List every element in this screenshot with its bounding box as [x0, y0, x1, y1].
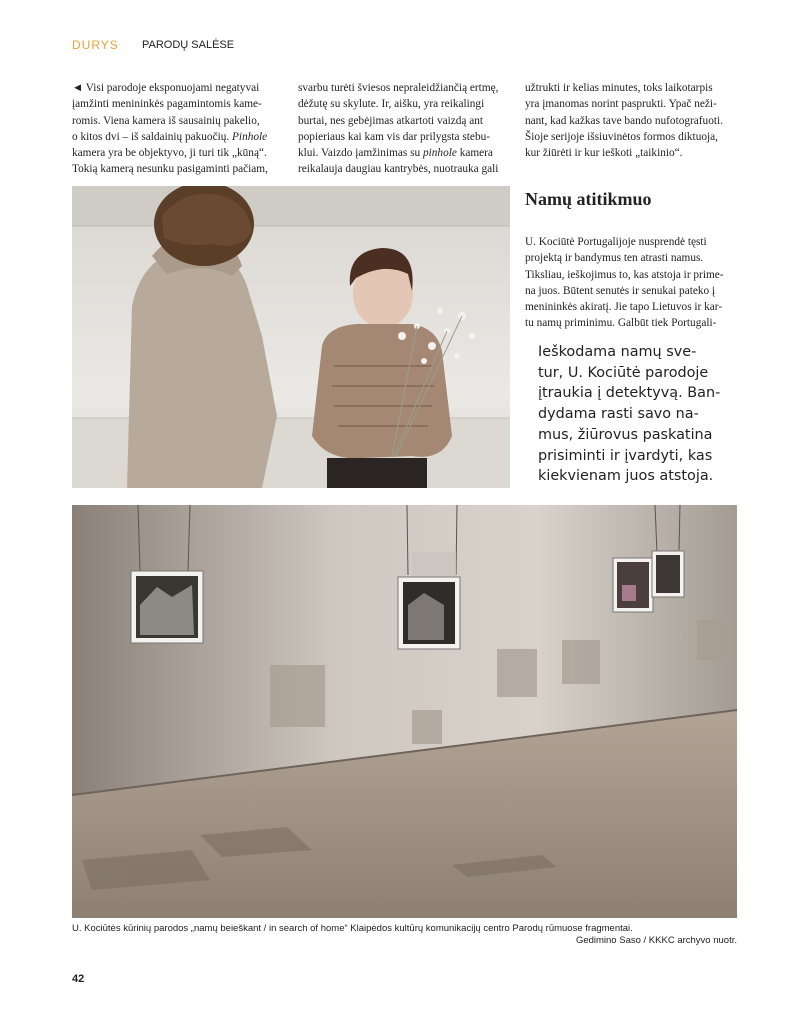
caption-text: U. Kociūtės kūrinių parodos „namų beieškant / in search of home“ Klaipėdos kultūrų komunikacijų centro Parodų rūmuose fragmentai. [72, 923, 633, 934]
text-fragment: o kitos dvi – iš saldainių pakuočių. [72, 130, 233, 143]
exhibition-hall-photo [72, 505, 737, 918]
subheading: Namų atitikmuo [525, 189, 652, 209]
pinhole-term: pinhole [422, 147, 457, 160]
text-line: kamera yra be objektyvo, ji turi tik „kūną“. [72, 147, 267, 160]
page-number: 42 [72, 973, 85, 985]
text-line: dėžutę su skylute. Ir, aišku, yra reikalingi [298, 98, 485, 111]
article-column-3-continued [525, 234, 737, 332]
text-line: burtai, nes gebėjimas atkartoti vaizdą ant [298, 114, 484, 127]
photo-credit: Gedimino Saso / KKKC archyvo nuotr. [575, 935, 737, 946]
quote-line: dydama rasti savo na- [538, 406, 699, 423]
quote-line: tur, U. Kociūtė parodoje [538, 364, 709, 381]
text-line: tu namų priminimu. Galbūt tiek Portugali- [525, 317, 717, 330]
photo-caption [72, 923, 737, 947]
text-fragment: kamera [456, 147, 493, 160]
magazine-name: DURYS [72, 38, 119, 52]
text-line: romis. Viena kamera iš sausainių pakelio, [72, 114, 260, 127]
text-line: yra įmanomas norint pasprukti. Ypač neži- [525, 98, 717, 111]
text-line: Šioje serijoje išsiuvinėtos formos diktuoja, [525, 130, 718, 143]
text-line: svarbu turėti šviesos nepraleidžiančią ertmę, [298, 82, 499, 94]
text-line: menininkės akiratį. Jie tapo Lietuvos ir kar- [525, 301, 723, 314]
text-line: na juos. Būtent senutės ir senukai pateko į [525, 284, 716, 297]
quote-line: Ieškodama namų sve- [538, 344, 697, 360]
article-column-1 [72, 80, 278, 178]
text-line: projektą ir bandymus ten atrasti namus. [525, 252, 704, 265]
text-fragment: klui. Vaizdo įamžinimas su [298, 147, 423, 160]
quote-line: įtraukia į detektyvą. Ban- [538, 385, 721, 402]
text-line [298, 145, 510, 161]
text-line: popieriaus kai kam vis dar prilygsta stebu- [298, 130, 491, 143]
text-line [72, 129, 278, 145]
text-line: Tokią kamerą nesunku pasigaminti pačiam, [72, 163, 268, 176]
gallery-visitors-photo [72, 186, 510, 488]
text-line: įamžinti menininkės pagamintomis kame- [72, 98, 262, 111]
text-line: U. Kociūtė Portugalijoje nusprendė tęsti [525, 236, 707, 248]
text-line: Tiksliau, ieškojimus to, kas atstoja ir prime- [525, 268, 724, 281]
article-column-3 [525, 80, 737, 161]
text-line: užtrukti ir kelias minutes, toks laikotarpis [525, 82, 713, 94]
text-line: nant, kad kažkas tave bando nufotografuoti. [525, 114, 723, 127]
quote-line: kiekvienam juos atstoja. [538, 468, 714, 485]
text-line: reikalauja daugiau kantrybės, nuotrauka gali [298, 163, 499, 176]
pull-quote [538, 342, 740, 487]
pinhole-term: Pinhole [232, 130, 268, 143]
quote-line: prisiminti ir įvardyti, kas [538, 447, 713, 464]
section-title: PARODŲ SALĖSE [142, 39, 235, 51]
article-column-2 [298, 80, 510, 178]
quote-line: mus, žiūrovus paskatina [538, 426, 713, 443]
text-line: kur žiūrėti ir kur ieškoti „taikinio“. [525, 147, 683, 160]
text-line: ◄ Visi parodoje eksponuojami negatyvai [72, 82, 260, 94]
